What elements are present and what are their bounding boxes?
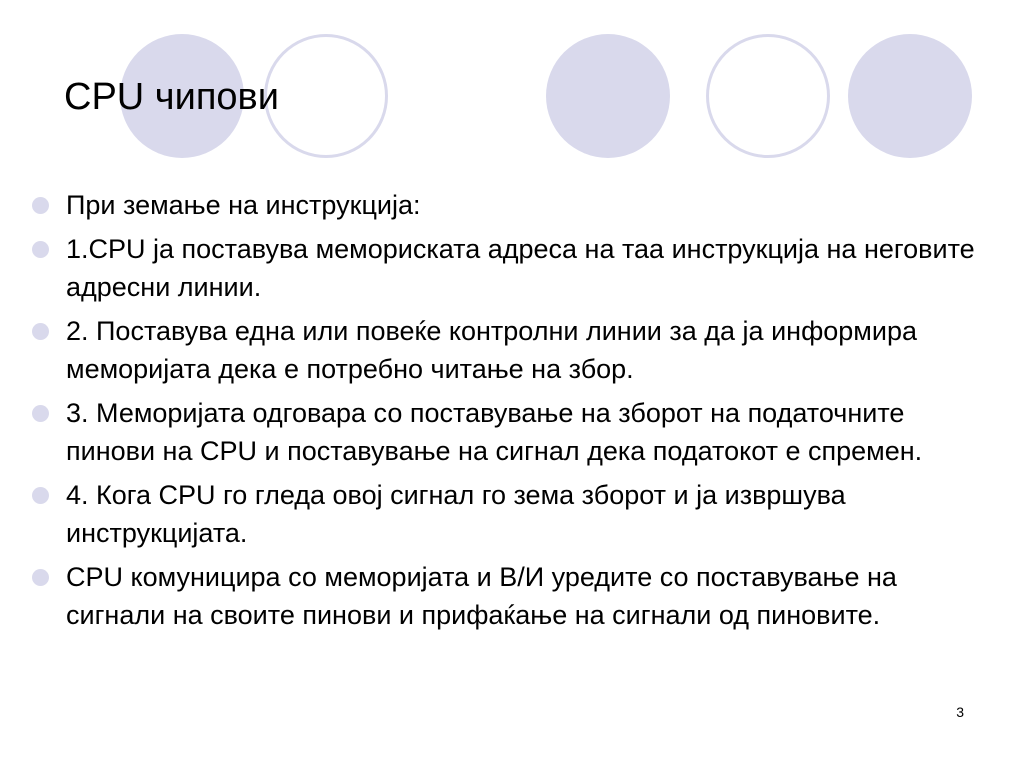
bullet-icon [32, 197, 49, 214]
bullet-text: При земање на инструкција: [66, 190, 421, 220]
slide-title: CPU чипови [64, 76, 279, 118]
decorative-circle-filled [848, 34, 972, 158]
decorative-circle-outline [264, 34, 388, 158]
bullet-icon [32, 241, 49, 258]
bullet-icon [32, 405, 49, 422]
bullet-text: 3. Меморијата одговара со поставување на зборот на податочните пинови на CPU и поставување на сигнал дека податокот е спремен. [66, 398, 923, 466]
page-number: 3 [956, 704, 964, 720]
bullet-item [30, 476, 990, 552]
bullet-text: CPU комуницира со меморијата и В/И уредите со поставување на сигнали на своите пинови и прифаќање на сигнали од пиновите. [66, 562, 897, 630]
decorative-circle-outline [706, 34, 830, 158]
bullet-item [30, 558, 990, 634]
decorative-circle-filled [546, 34, 670, 158]
bullet-list [30, 186, 990, 640]
bullet-text: 1.CPU ја поставува мемориската адреса на таа инструкција на неговите адресни линии. [66, 234, 975, 302]
bullet-icon [32, 323, 49, 340]
bullet-icon [32, 569, 49, 586]
bullet-icon [32, 487, 49, 504]
bullet-item [30, 186, 990, 224]
bullet-text: 4. Кога CPU го гледа овој сигнал го зема зборот и ја извршува инструкцијата. [66, 480, 846, 548]
bullet-text: 2. Поставува една или повеќе контролни линии за да ја информира меморијата дека е потребно читање на збор. [66, 316, 917, 384]
bullet-item [30, 312, 990, 388]
bullet-item [30, 230, 990, 306]
bullet-item [30, 394, 990, 470]
